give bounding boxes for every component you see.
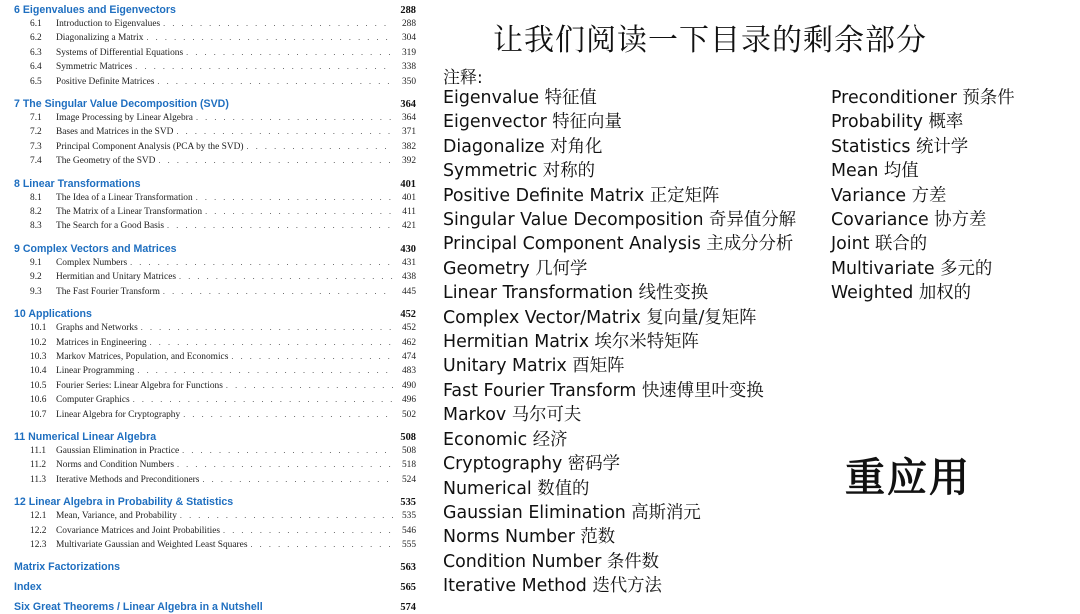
vocabulary-item: Positive Definite Matrix 正定矩阵 — [443, 185, 720, 206]
toc-section — [14, 350, 416, 364]
toc-section — [14, 444, 416, 458]
toc-section-page: 555 — [401, 539, 416, 550]
toc-section-page: 490 — [401, 380, 416, 391]
toc-section — [14, 46, 416, 60]
toc-section-page: 421 — [401, 221, 416, 232]
toc-section-title: Mean, Variance, and Probability — [56, 511, 177, 522]
toc-section — [14, 408, 416, 422]
toc-section-title: Markov Matrices, Population, and Economics — [56, 351, 229, 362]
toc-chapter — [14, 431, 416, 444]
toc-dot-leader — [226, 379, 393, 392]
toc-chapter-title: 8 Linear Transformations — [14, 177, 141, 190]
toc-section-page: 392 — [401, 156, 416, 167]
toc-section-page: 474 — [401, 351, 416, 362]
toc-dot-leader — [250, 538, 393, 551]
toc-dot-leader — [176, 125, 393, 138]
vocabulary-item: Economic 经济 — [443, 429, 568, 450]
toc-section-page: 431 — [401, 257, 416, 268]
toc-section-title: Complex Numbers — [56, 257, 128, 268]
toc-section-number: 12.3 — [30, 539, 47, 550]
toc-section-number: 12.2 — [30, 525, 47, 536]
toc-section-number: 10.6 — [30, 395, 47, 406]
toc-section-number: 9.3 — [30, 286, 42, 297]
vocabulary-item: Numerical 数值的 — [443, 478, 590, 499]
toc-dot-leader — [196, 191, 393, 204]
toc-dot-leader — [150, 336, 393, 349]
toc-section-page: 411 — [402, 207, 416, 218]
toc-chapter-page: 288 — [400, 5, 416, 16]
toc-section-page: 535 — [401, 511, 416, 522]
toc-section — [14, 75, 416, 89]
toc-chapter-title: 12 Linear Algebra in Probability & Statistics — [14, 496, 234, 509]
vocabulary-item: Statistics 统计学 — [831, 136, 969, 157]
toc-section-title: Linear Programming — [56, 366, 135, 377]
toc-chapter-page: 430 — [400, 243, 416, 255]
toc-section-title: Systems of Differential Equations — [56, 47, 184, 58]
vocabulary-item: Unitary Matrix 酉矩阵 — [443, 356, 625, 377]
toc-section-page: 483 — [401, 366, 416, 377]
toc-section — [14, 393, 416, 407]
toc-section-number: 10.5 — [30, 380, 47, 391]
toc-chapter-page: 563 — [400, 562, 416, 574]
toc-section-page: 364 — [401, 113, 416, 124]
vocabulary-item: Probability 概率 — [831, 112, 964, 133]
toc-section-title: Principal Component Analysis (PCA by the SVD) — [56, 141, 244, 152]
toc-dot-leader — [183, 408, 393, 421]
toc-chapter-title: Index — [14, 581, 42, 594]
toc-section-number: 11.2 — [30, 460, 47, 471]
toc-dot-leader — [163, 17, 393, 30]
toc-section-page: 524 — [401, 474, 416, 485]
toc-section-number: 6.2 — [30, 33, 42, 44]
toc-dot-leader — [231, 350, 393, 363]
toc-section-title: Fourier Series: Linear Algebra for Functions — [56, 380, 223, 391]
toc-chapter-title: 10 Applications — [14, 308, 92, 321]
toc-section-number: 7.3 — [30, 141, 42, 152]
toc-section-title: Graphs and Networks — [56, 323, 138, 334]
toc-section-page: 462 — [401, 337, 416, 348]
toc-section-title: The Idea of a Linear Transformation — [56, 192, 193, 203]
toc-section-page: 319 — [401, 47, 416, 58]
toc-section-page: 546 — [401, 525, 416, 536]
toc-section-page: 338 — [401, 62, 416, 73]
toc-section — [14, 17, 416, 31]
toc-chapter-page: 364 — [400, 99, 416, 111]
toc-section-title: Image Processing by Linear Algebra — [56, 113, 193, 124]
vocabulary-item: Weighted 加权的 — [831, 283, 972, 304]
toc-section-number: 9.2 — [30, 272, 42, 283]
toc-section — [14, 336, 416, 350]
toc-section-number: 9.1 — [30, 257, 42, 268]
toc-section — [14, 60, 416, 74]
toc-section-number: 12.1 — [30, 511, 47, 522]
toc-section-number: 11.1 — [30, 445, 47, 456]
vocabulary-item: Singular Value Decomposition 奇异值分解 — [443, 210, 797, 231]
toc-section — [14, 458, 416, 472]
vocabulary-item: Variance 方差 — [831, 185, 947, 206]
toc-section — [14, 205, 416, 219]
toc-section-title: Diagonalizing a Matrix — [56, 33, 144, 44]
toc-section-page: 288 — [401, 19, 416, 29]
toc-section-title: The Search for a Good Basis — [56, 221, 165, 232]
toc-chapter — [14, 243, 416, 256]
toc-section-number: 6.5 — [30, 76, 42, 87]
table-of-contents — [14, 4, 416, 614]
vocabulary-item: Multivariate 多元的 — [831, 258, 993, 279]
slide-heading: 让我们阅读一下目录的剩余部分 — [493, 23, 927, 58]
vocabulary-item: Eigenvector 特征向量 — [443, 112, 622, 133]
toc-dot-leader — [202, 473, 393, 486]
toc-section-page: 350 — [401, 76, 416, 87]
toc-section — [14, 256, 416, 270]
toc-section — [14, 364, 416, 378]
toc-dot-leader — [186, 46, 393, 59]
notes-label: 注释: — [443, 68, 483, 88]
vocabulary-item: Covariance 协方差 — [831, 210, 987, 231]
toc-dot-leader — [223, 524, 393, 537]
toc-section — [14, 285, 416, 299]
toc-section-title: Covariance Matrices and Joint Probabilities — [56, 525, 221, 536]
toc-section-title: Gaussian Elimination in Practice — [56, 445, 180, 456]
toc-chapter-title: 7 The Singular Value Decomposition (SVD) — [14, 98, 229, 111]
toc-dot-leader — [146, 31, 393, 44]
toc-section-page: 304 — [401, 33, 416, 44]
toc-section-title: Symmetric Matrices — [56, 62, 133, 73]
vocabulary-item: Principal Component Analysis 主成分分析 — [443, 234, 794, 255]
vocabulary-item: Symmetric 对称的 — [443, 161, 595, 182]
toc-dot-leader — [158, 154, 393, 167]
toc-section-title: Bases and Matrices in the SVD — [56, 127, 174, 138]
toc-chapter — [14, 98, 416, 111]
toc-chapter — [14, 581, 416, 594]
toc-section-number: 7.2 — [30, 127, 42, 138]
toc-section — [14, 538, 416, 552]
toc-section-number: 7.1 — [30, 113, 42, 124]
vocabulary-item: Linear Transformation 线性变换 — [443, 283, 709, 304]
toc-dot-leader — [196, 111, 393, 124]
toc-section-title: The Matrix of a Linear Transformation — [56, 207, 203, 218]
toc-dot-leader — [163, 285, 393, 298]
toc-section-page: 518 — [401, 460, 416, 471]
toc-section-title: The Geometry of the SVD — [56, 156, 156, 167]
toc-dot-leader — [182, 444, 393, 457]
toc-section-page: 401 — [401, 192, 416, 203]
toc-section — [14, 219, 416, 233]
toc-chapter-title: 11 Numerical Linear Algebra — [14, 430, 157, 443]
toc-chapter-page: 565 — [400, 582, 416, 594]
toc-chapter-page: 401 — [400, 178, 416, 190]
toc-dot-leader — [135, 60, 393, 73]
toc-section-page: 496 — [401, 395, 416, 406]
toc-section-title: Norms and Condition Numbers — [56, 460, 174, 471]
vocabulary-item: Fast Fourier Transform 快速傅里叶变换 — [443, 380, 764, 401]
toc-section — [14, 270, 416, 284]
vocabulary-item: Preconditioner 预条件 — [831, 88, 1015, 108]
toc-dot-leader — [205, 205, 393, 218]
toc-chapter-page: 508 — [400, 431, 416, 443]
toc-section — [14, 524, 416, 538]
toc-section — [14, 379, 416, 393]
vocabulary-item: Diagonalize 对角化 — [443, 136, 603, 157]
toc-section-title: Iterative Methods and Preconditioners — [56, 474, 200, 485]
toc-chapter — [14, 308, 416, 321]
toc-dot-leader — [167, 219, 393, 232]
toc-section-title: The Fast Fourier Transform — [56, 286, 160, 297]
toc-section-title: Linear Algebra for Cryptography — [56, 409, 181, 420]
emphasis-text: 重应用 — [845, 455, 971, 501]
toc-section-number: 10.1 — [30, 323, 47, 334]
toc-section — [14, 111, 416, 125]
toc-section-page: 502 — [401, 409, 416, 420]
toc-section-number: 10.7 — [30, 409, 47, 420]
toc-section-page: 438 — [401, 272, 416, 283]
toc-section-page: 371 — [401, 127, 416, 138]
toc-section-page: 445 — [401, 286, 416, 297]
vocabulary-item: Iterative Method 迭代方法 — [443, 576, 662, 597]
toc-chapter — [14, 496, 416, 509]
toc-section-number: 8.3 — [30, 221, 42, 232]
vocabulary-list-left — [443, 86, 796, 599]
toc-chapter-page: 574 — [400, 602, 416, 614]
toc-section — [14, 31, 416, 45]
toc-chapter — [14, 178, 416, 191]
toc-section-title: Positive Definite Matrices — [56, 76, 155, 87]
toc-section — [14, 321, 416, 335]
toc-section — [14, 509, 416, 523]
toc-section-number: 7.4 — [30, 156, 42, 167]
toc-section-number: 10.4 — [30, 366, 47, 377]
toc-chapter-title: 6 Eigenvalues and Eigenvectors — [14, 4, 176, 16]
toc-section-page: 508 — [401, 445, 416, 456]
toc-section-number: 6.1 — [30, 19, 42, 29]
toc-section — [14, 125, 416, 139]
toc-section-title: Computer Graphics — [56, 395, 130, 406]
toc-section-title: Introduction to Eigenvalues — [56, 19, 161, 29]
toc-section — [14, 473, 416, 487]
toc-dot-leader — [133, 393, 393, 406]
toc-chapter-title: Six Great Theorems / Linear Algebra in a Nutshell — [14, 601, 263, 614]
toc-dot-leader — [247, 140, 394, 153]
toc-chapter-title: Matrix Factorizations — [14, 561, 120, 574]
toc-section-number: 10.2 — [30, 337, 47, 348]
toc-section-number: 8.1 — [30, 192, 42, 203]
toc-dot-leader — [177, 458, 393, 471]
toc-section-number: 11.3 — [30, 474, 47, 485]
toc-dot-leader — [179, 270, 393, 283]
vocabulary-item: Hermitian Matrix 埃尔米特矩阵 — [443, 332, 699, 353]
toc-chapter-page: 535 — [400, 497, 416, 509]
toc-dot-leader — [157, 75, 393, 88]
vocabulary-item: Norms Number 范数 — [443, 527, 616, 548]
vocabulary-item: Geometry 几何学 — [443, 258, 588, 279]
vocabulary-item: Gaussian Elimination 高斯消元 — [443, 502, 701, 523]
toc-section-number: 6.4 — [30, 62, 42, 73]
toc-section-page: 452 — [401, 323, 416, 334]
toc-chapter — [14, 561, 416, 574]
vocabulary-item: Markov 马尔可夫 — [443, 405, 582, 426]
toc-section-number: 8.2 — [30, 207, 42, 218]
toc-section-title: Multivariate Gaussian and Weighted Least Squares — [56, 539, 248, 550]
toc-section-number: 10.3 — [30, 351, 47, 362]
vocabulary-item: Cryptography 密码学 — [443, 454, 620, 475]
toc-dot-leader — [141, 321, 393, 334]
toc-chapter — [14, 4, 416, 17]
vocabulary-item: Mean 均值 — [831, 161, 919, 182]
toc-section-number: 6.3 — [30, 47, 42, 58]
toc-section-title: Hermitian and Unitary Matrices — [56, 272, 177, 283]
toc-chapter-page: 452 — [400, 309, 416, 321]
vocabulary-item: Condition Number 条件数 — [443, 551, 660, 572]
toc-dot-leader — [137, 364, 393, 377]
toc-section — [14, 191, 416, 205]
toc-section — [14, 140, 416, 154]
toc-section-title: Matrices in Engineering — [56, 337, 147, 348]
vocabulary-item: Eigenvalue 特征值 — [443, 88, 597, 108]
toc-dot-leader — [130, 256, 393, 269]
vocabulary-item: Complex Vector/Matrix 复向量/复矩阵 — [443, 307, 757, 328]
toc-dot-leader — [180, 509, 393, 522]
vocabulary-item: Joint 联合的 — [831, 234, 928, 255]
vocabulary-list-right — [831, 86, 1015, 306]
toc-chapter-title: 9 Complex Vectors and Matrices — [14, 242, 177, 255]
toc-section — [14, 154, 416, 168]
toc-section-page: 382 — [401, 141, 416, 152]
